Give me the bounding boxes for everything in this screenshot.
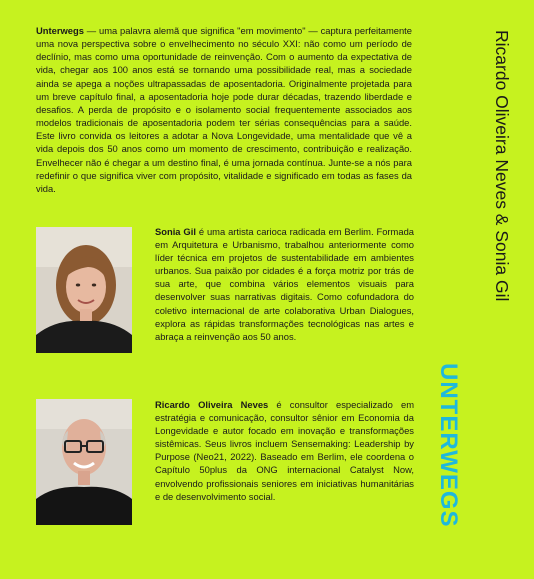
ricardo-neves-portrait-image — [36, 399, 132, 525]
ricardo-neves-name: Ricardo Oliveira Neves — [155, 399, 269, 410]
sonia-gil-bio — [155, 225, 414, 343]
intro-lead-word: Unterwegs — [36, 25, 84, 36]
ricardo-neves-photo — [36, 399, 132, 525]
sonia-gil-bio-text: é uma artista carioca radicada em Berlim. Formada em Arquitetura e Urbanismo, trabalhou anteriormente como líder técnica em projetos de sustentabilidade em ambientes urbanos. Sua paixão por cidades é a força motriz por trás de sua arte, que combina vários elementos visuais para desenvolver suas narrativas digitais. Como cofundadora do coletivo internacional de arte colaborativa Urban Dialogues, explora as rápidas transformações tecnológicas nas artes e abraça a reinvenção aos 50 anos. — [155, 226, 414, 342]
ricardo-neves-bio — [155, 398, 414, 503]
spine-title: UNTERWEGS — [435, 363, 462, 528]
spine-authors: Ricardo Oliveira Neves & Sonia Gil — [492, 30, 512, 302]
sonia-gil-name: Sonia Gil — [155, 226, 196, 237]
sonia-gil-photo — [36, 227, 132, 353]
intro-text: — uma palavra alemã que significa "em movimento" — captura perfeitamente uma nova perspectiva sobre o envelhecimento no século XXI: não como um período de declínio, mas como uma oportunidade de reinvenção. Com o aumento da expectativa de vida, chegar aos 100 anos está se tornando uma possibilidade real, mas a sociedade ainda se apega a noções ultrapassadas de aposentadoria. Originalmente projetada para um breve capítulo final, a aposentadoria hoje pode durar décadas, trazendo liberdade e desafios. A perda de propósito e o isolamento social frequentemente associados aos modelos tradicionais de aposentadoria podem ter sérias consequências para a saúde. Este livro convida os leitores a adotar a Nova Longevidade, uma mentalidade que vê a vida depois dos 50 anos como um momento de crescimento, contribuição e realização. Envelhecer não é chegar a um destino final, é uma jornada contínua. Junte-se a nós para redefinir o que significa viver com propósito, vitalidade e significado em todas as fases da vida. — [36, 25, 412, 194]
sonia-gil-portrait-image — [36, 227, 132, 353]
intro-paragraph — [36, 24, 412, 195]
ricardo-neves-bio-text: é consultor especializado em estratégia e comunicação, consultor sênior em Economia da Longevidade e autor focado em inovação e transformações sistêmicas. Seus livros incluem Sensemaking: Leadership by Purpose (Neo21, 2022). Baseado em Berlim, ele coordena o Capítulo 50plus da ONG internacional Catalyst Now, envolvendo profissionais seniores em iniciativas humanitárias e de desenvolvimento social. — [155, 399, 414, 502]
